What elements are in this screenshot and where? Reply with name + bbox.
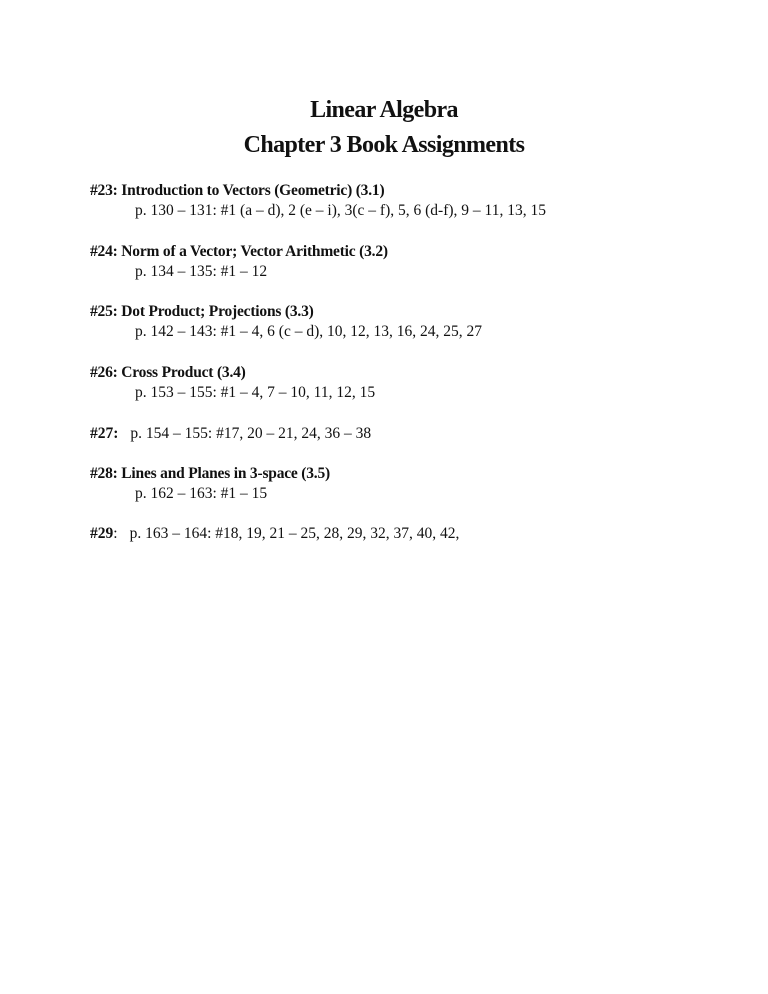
assignment-26 [90,363,750,403]
assignment-24 [90,242,750,282]
assignment-25 [90,302,750,342]
assignment-29 [90,524,750,544]
assignment-number: #27: [90,425,119,442]
assignment-28 [90,464,750,504]
document-subtitle: Chapter 3 Book Assignments [243,132,525,158]
assignment-heading: #23: Introduction to Vectors (Geometric) (3.1) [90,182,385,199]
assignment-number: #29 [90,525,114,542]
assignment-number-colon: : [113,525,118,542]
assignment-pages: p. 154 – 155: #17, 20 – 21, 24, 36 – 38 [130,425,372,442]
assignment-pages: p. 163 – 164: #18, 19, 21 – 25, 28, 29, 32, 37, 40, 42, [129,525,460,542]
assignment-pages: p. 153 – 155: #1 – 4, 7 – 10, 11, 12, 15 [135,384,376,401]
assignment-pages: p. 134 – 135: #1 – 12 [135,263,268,280]
assignment-27 [90,424,750,444]
document-title: Linear Algebra [310,97,458,123]
assignment-23 [90,181,750,221]
assignment-heading: #24: Norm of a Vector; Vector Arithmetic (3.2) [90,243,388,260]
assignment-pages: p. 130 – 131: #1 (a – d), 2 (e – i), 3(c – f), 5, 6 (d-f), 9 – 11, 13, 15 [135,202,546,219]
assignment-heading: #25: Dot Product; Projections (3.3) [90,303,314,320]
assignment-pages: p. 142 – 143: #1 – 4, 6 (c – d), 10, 12, 13, 16, 24, 25, 27 [135,323,483,340]
assignment-heading: #26: Cross Product (3.4) [90,364,246,381]
assignment-heading: #28: Lines and Planes in 3-space (3.5) [90,465,330,482]
assignment-pages: p. 162 – 163: #1 – 15 [135,485,268,502]
